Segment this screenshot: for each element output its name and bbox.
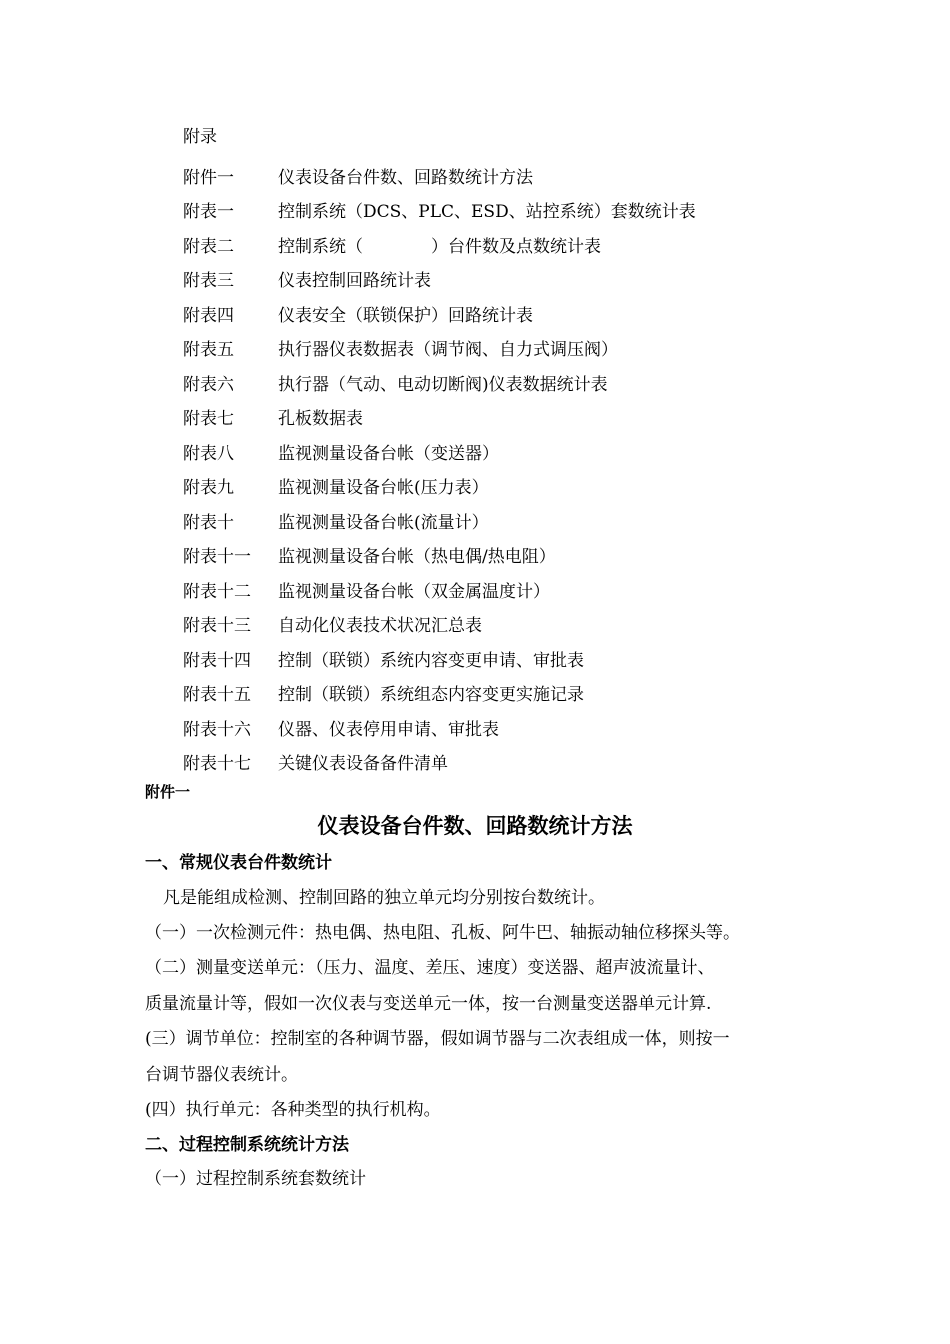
item-title: 仪表设备台件数、回路数统计方法: [278, 167, 533, 188]
list-item: [183, 365, 696, 400]
list-item: [183, 296, 696, 331]
item-title: 孔板数据表: [278, 409, 363, 430]
item-number: 附表一: [183, 202, 234, 223]
list-item: [183, 710, 696, 745]
paragraph: （一）过程控制系统套数统计: [145, 1169, 366, 1189]
item-title: 仪表控制回路统计表: [278, 271, 431, 292]
item-title: 执行器仪表数据表（调节阀、自力式调压阀）: [278, 340, 618, 361]
item-number: 附件一: [183, 167, 234, 188]
list-item: [183, 676, 696, 711]
list-item: [183, 469, 696, 504]
item-title: 控制系统（ ）台件数及点数统计表: [278, 236, 601, 257]
item-title: 执行器（气动、电动切断阀)仪表数据统计表: [278, 374, 608, 395]
list-item: [183, 607, 696, 642]
item-number: 附表二: [183, 236, 234, 257]
list-item: [183, 503, 696, 538]
list-item: [183, 331, 696, 366]
list-item: [183, 158, 696, 193]
item-title: 控制系统（DCS、PLC、ESD、站控系统）套数统计表: [278, 202, 696, 223]
section-heading: 二、过程控制系统统计方法: [145, 1135, 349, 1155]
item-title: 控制（联锁）系统内容变更申请、审批表: [278, 650, 584, 671]
paragraph: 凡是能组成检测、控制回路的独立单元均分别按台数统计。: [163, 888, 605, 908]
list-item: [183, 193, 696, 228]
item-number: 附表十七: [183, 754, 251, 775]
list-item: [183, 745, 696, 780]
item-number: 附表五: [183, 340, 234, 361]
list-item: [183, 227, 696, 262]
paragraph: (四）执行单元：各种类型的执行机构。: [145, 1100, 441, 1120]
section-heading: 一、常规仪表台件数统计: [145, 853, 332, 873]
item-title: 监视测量设备台帐(压力表）: [278, 478, 489, 499]
item-title: 监视测量设备台帐（双金属温度计）: [278, 581, 550, 602]
list-item: [183, 262, 696, 297]
item-number: 附表十五: [183, 685, 251, 706]
item-title: 监视测量设备台帐(流量计）: [278, 512, 489, 533]
item-title: 监视测量设备台帐（热电偶/热电阻）: [278, 547, 556, 568]
item-title: 控制（联锁）系统组态内容变更实施记录: [278, 685, 584, 706]
item-number: 附表十: [183, 512, 234, 533]
item-number: 附表四: [183, 305, 234, 326]
item-number: 附表六: [183, 374, 234, 395]
item-number: 附表九: [183, 478, 234, 499]
item-title: 关键仪表设备备件清单: [278, 754, 448, 775]
item-number: 附表三: [183, 271, 234, 292]
paragraph: （一）一次检测元件：热电偶、热电阻、孔板、阿牛巴、轴振动轴位移探头等。: [145, 923, 740, 943]
item-title: 自动化仪表技术状况汇总表: [278, 616, 482, 637]
paragraph: 台调节器仪表统计。: [145, 1065, 298, 1085]
item-number: 附表七: [183, 409, 234, 430]
list-item: [183, 434, 696, 469]
item-number: 附表十一: [183, 547, 251, 568]
appendix-list: [183, 158, 696, 779]
list-item: [183, 641, 696, 676]
item-number: 附表十二: [183, 581, 251, 602]
appendix-heading: 附录: [183, 127, 217, 147]
list-item: [183, 572, 696, 607]
item-title: 监视测量设备台帐（变送器）: [278, 443, 499, 464]
item-number: 附表十四: [183, 650, 251, 671]
item-number: 附表八: [183, 443, 234, 464]
list-item: [183, 400, 696, 435]
attachment-label: 附件一: [145, 783, 191, 801]
document-title: 仪表设备台件数、回路数统计方法: [317, 814, 633, 838]
paragraph: (三）调节单位：控制室的各种调节器，假如调节器与二次表组成一体，则按一: [145, 1029, 730, 1049]
item-number: 附表十六: [183, 719, 251, 740]
list-item: [183, 538, 696, 573]
paragraph: 质量流量计等，假如一次仪表与变送单元一体，按一台测量变送器单元计算.: [145, 994, 712, 1014]
item-title: 仪表安全（联锁保护）回路统计表: [278, 305, 533, 326]
item-title: 仪器、仪表停用申请、审批表: [278, 719, 499, 740]
paragraph: （二）测量变送单元：（压力、温度、差压、速度）变送器、超声波流量计、: [145, 958, 715, 978]
item-number: 附表十三: [183, 616, 251, 637]
